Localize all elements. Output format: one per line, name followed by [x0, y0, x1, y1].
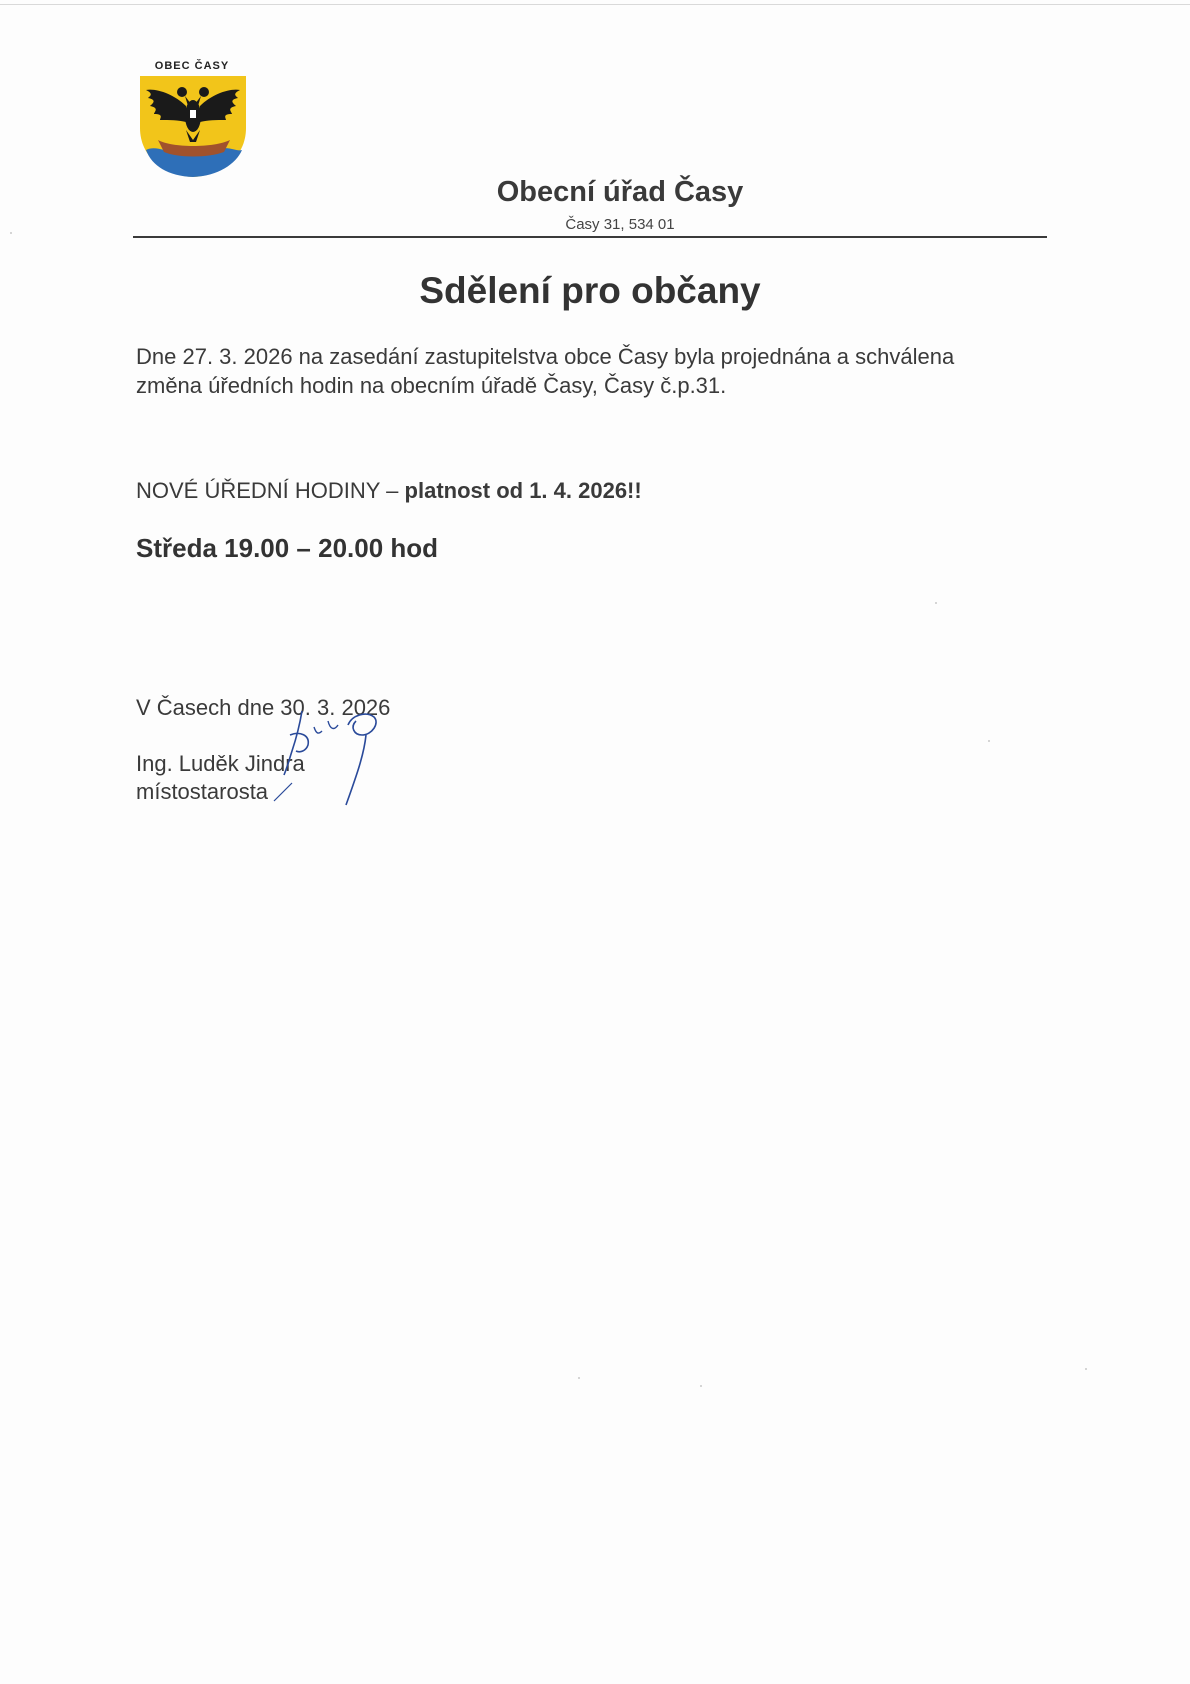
scan-speck — [578, 1377, 580, 1379]
handwritten-signature-icon — [270, 705, 430, 815]
scan-speck — [10, 232, 12, 234]
office-name: Obecní úřad Časy — [496, 176, 744, 208]
crest-label: OBEC ČASY — [154, 60, 230, 72]
office-address: Časy 31, 534 01 — [565, 216, 675, 233]
document-heading: Sdělení pro občany — [419, 270, 761, 311]
scan-speck — [935, 602, 937, 604]
scan-speck — [1085, 1368, 1087, 1370]
announcement-paragraph — [136, 342, 1066, 400]
place-and-date: V Časech dne 30. 3. 2026 — [136, 695, 391, 720]
coat-of-arms-icon — [138, 76, 248, 178]
signer-role: místostarosta — [136, 779, 269, 804]
scan-edge-line — [0, 4, 1190, 5]
office-hours-schedule: Středa 19.00 – 20.00 hod — [136, 533, 439, 563]
new-hours-label: NOVÉ ÚŘEDNÍ HODINY – — [136, 478, 405, 503]
paragraph-line: Dne 27. 3. 2026 na zasedání zastupitelstva obce Časy byla projednána a schválena — [136, 344, 955, 369]
paragraph-line: změna úředních hodin na obecním úřadě Časy, Časy č.p.31. — [136, 373, 727, 398]
municipal-crest — [136, 60, 256, 180]
validity-date: platnost od 1. 4. 2026!! — [404, 478, 642, 503]
header-divider — [133, 236, 1047, 238]
new-hours-line — [136, 478, 642, 504]
scan-speck — [988, 740, 990, 742]
scan-speck — [700, 1385, 702, 1387]
signer-name: Ing. Luděk Jindra — [136, 751, 305, 776]
